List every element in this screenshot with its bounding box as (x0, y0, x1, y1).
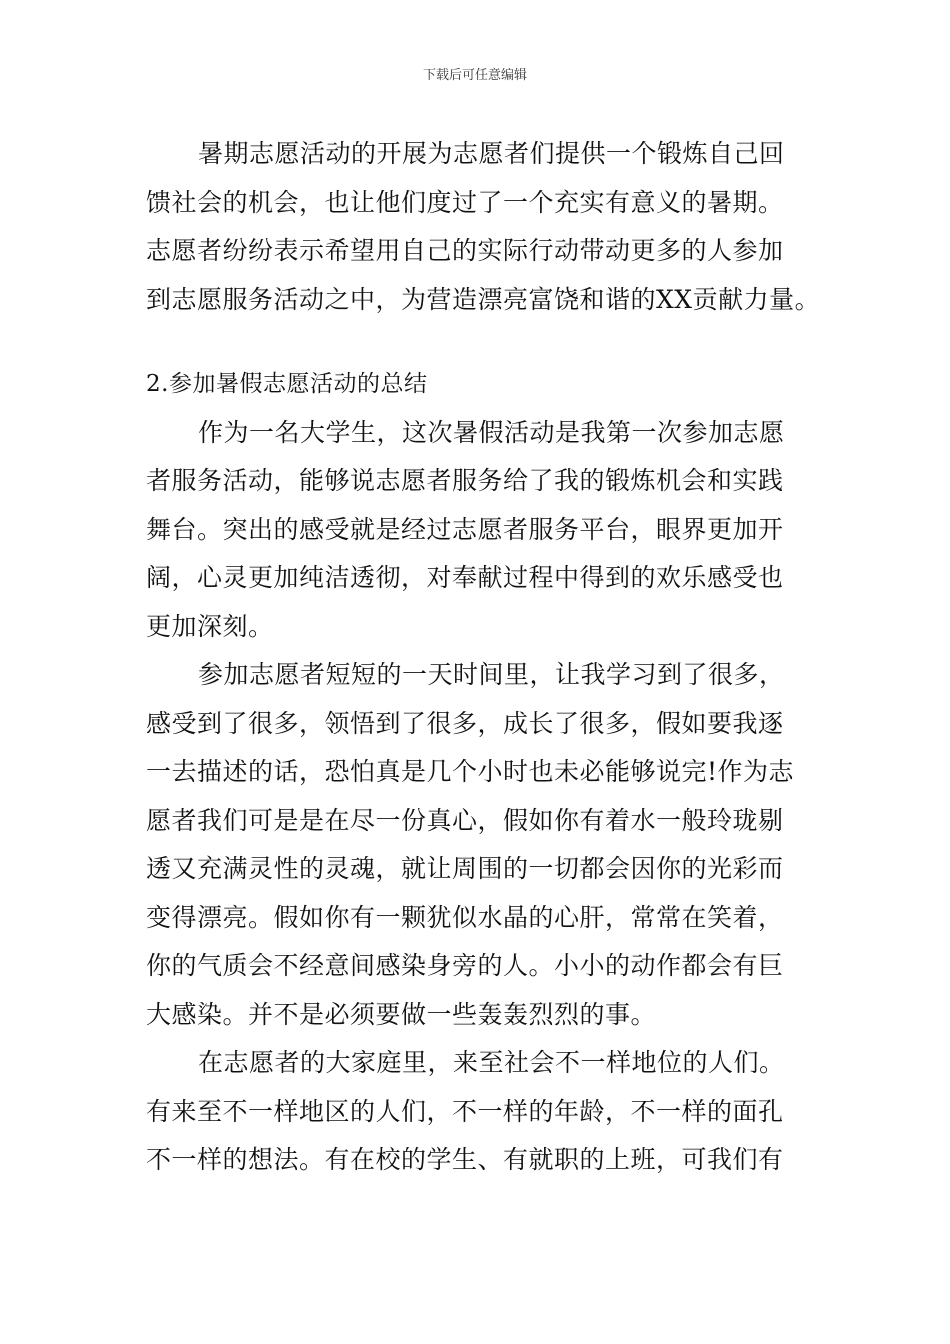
section-heading (146, 360, 816, 409)
text-line: 有来至不一样地区的人们，不一样的年龄，不一样的面孔 (146, 1096, 784, 1126)
text-line: 透又充满灵性的灵魂，就让周围的一切都会因你的光彩而 (146, 854, 784, 883)
text-line: 者服务活动，能够说志愿者服务给了我的锻炼机会和实践 (146, 466, 784, 495)
page-header: 下载后可任意编辑 (422, 68, 527, 83)
text-line: 变得漂亮。假如你有一颗犹似水晶的心肝，常常在笑着， (146, 902, 784, 932)
text-line: 暑期志愿活动的开展为志愿者们提供一个锻炼自己回 (198, 139, 785, 168)
text-line: 阔，心灵更加纯洁透彻，对奉献过程中得到的欢乐感受也 (146, 563, 784, 592)
text-line: 不一样的想法。有在校的学生、有就职的上班，可我们有 (146, 1145, 784, 1174)
text-line: 愿者我们可是是在尽一份真心，假如你有着水一般玲珑剔 (146, 805, 784, 835)
text-line: 馈社会的机会，也让他们度过了一个充实有意义的暑期。 (146, 187, 784, 217)
paragraph-3 (146, 651, 816, 1039)
text-line: 参加志愿者短短的一天时间里，让我学习到了很多， (198, 660, 785, 689)
text-line: 更加深刻。 (146, 611, 274, 641)
text-line: 到志愿服务活动之中，为营造漂亮富饶和谐的XX贡献力量。 (146, 284, 821, 314)
paragraph-2 (146, 409, 816, 652)
text-line: 舞台。突出的感受就是经过志愿者服务平台，眼界更加开 (146, 514, 784, 544)
text-line: 志愿者纷纷表示希望用自己的实际行动带动更多的人参加 (146, 236, 784, 265)
text-line: 感受到了很多，领悟到了很多，成长了很多，假如要我逐 (146, 708, 784, 738)
text-line: 大感染。并不是必须要做一些轰轰烈烈的事。 (146, 999, 657, 1029)
document-body (146, 130, 821, 1185)
text-line: 作为一名大学生，这次暑假活动是我第一次参加志愿 (198, 417, 785, 447)
text-line: 你的气质会不经意间感染身旁的人。小小的动作都会有巨 (146, 951, 784, 980)
paragraph-1 (146, 130, 821, 324)
paragraph-4 (146, 1039, 816, 1185)
text-line: 一去描述的话，恐怕真是几个小时也未必能够说完!作为志 (146, 757, 795, 786)
text-line: 在志愿者的大家庭里，来至社会不一样地位的人们。 (198, 1048, 785, 1077)
section-gap (146, 324, 816, 360)
section-title: 2.参加暑假志愿活动的总结 (146, 371, 428, 397)
